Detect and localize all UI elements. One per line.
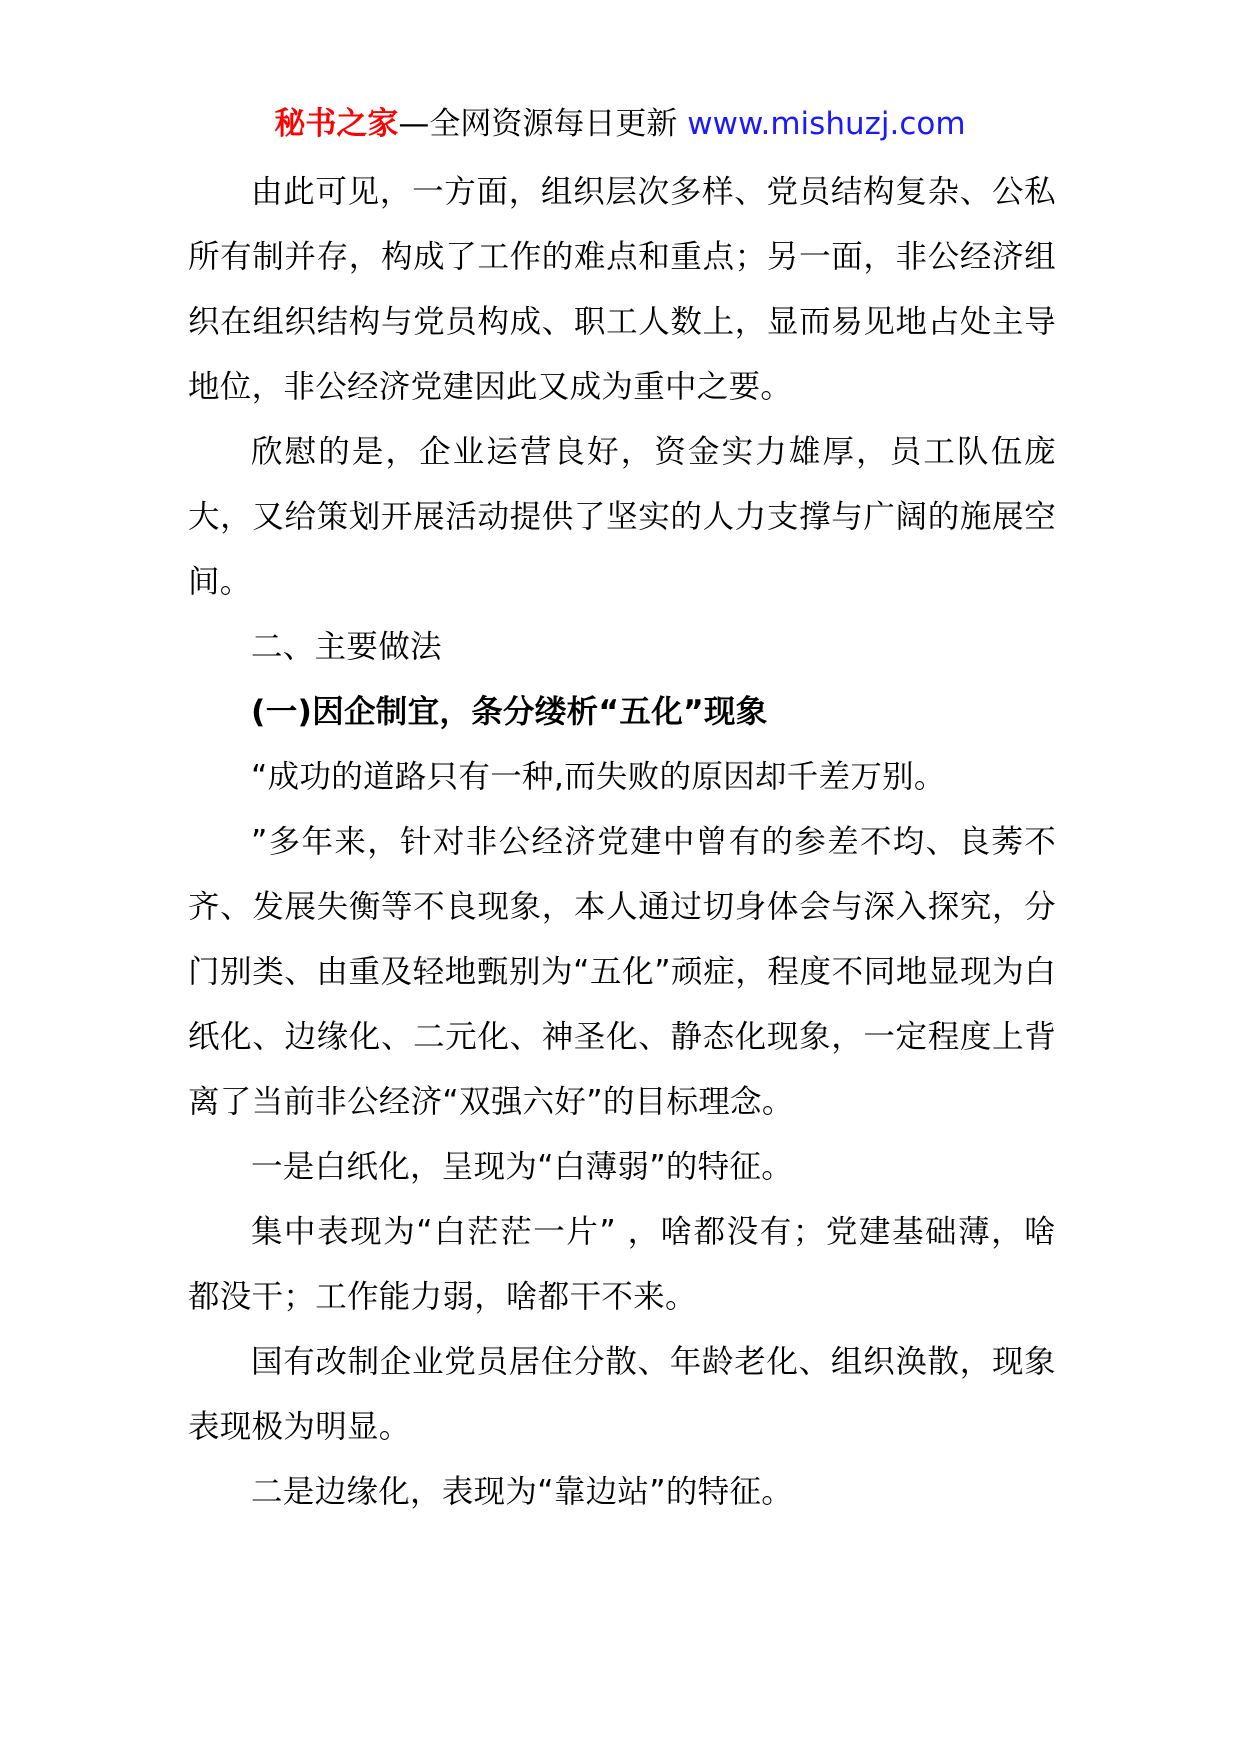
page-header — [0, 104, 1240, 144]
document-body — [188, 160, 1056, 1525]
paragraph-advantage: 欣慰的是，企业运营良好，资金实力雄厚，员工队伍庞大，又给策划开展活动提供了坚实的人力支撑与广阔的施展空间。 — [188, 434, 1056, 600]
paragraph-point-one-detail: 集中表现为“白茫茫一片” ，啥都没有；党建基础薄，啥都没干；工作能力弱，啥都干不来。 — [188, 1214, 1056, 1315]
paragraph-quote: “成功的道路只有一种,而失败的原因却千差万别。 — [251, 759, 946, 795]
subsection-heading-five-phenomena: (一)因企制宜，条分缕析“五化”现象 — [251, 694, 768, 730]
paragraph-point-one: 一是白纸化，呈现为“白薄弱”的特征。 — [251, 1149, 794, 1185]
paragraph-analysis: ”多年来，针对非公经济党建中曾有的参差不均、良莠不齐、发展失衡等不良现象，本人通过切身体会与深入探究，分门别类、由重及轻地甄别为“五化”顽症，程度不同地显现为白纸化、边缘化、二元化、神圣化、静态化现象，一定程度上背离了当前非公经济“双强六好”的目标理念。 — [188, 824, 1056, 1120]
paragraph-point-two: 二是边缘化，表现为“靠边站”的特征。 — [251, 1474, 794, 1510]
header-brand: 秘书之家 — [274, 106, 399, 142]
section-heading-main-methods: 二、主要做法 — [251, 629, 442, 665]
header-url-link[interactable]: www.mishuzj.com — [687, 106, 966, 142]
paragraph-point-one-example: 国有改制企业党员居住分散、年龄老化、组织涣散，现象表现极为明显。 — [188, 1344, 1056, 1445]
paragraph-summary: 由此可见，一方面，组织层次多样、党员结构复杂、公私所有制并存，构成了工作的难点和重点；另一面，非公经济组织在组织结构与党员构成、职工人数上，显而易见地占处主导地位，非公经济党建因此又成为重中之要。 — [188, 174, 1056, 405]
header-slogan: —全网资源每日更新 — [398, 106, 688, 142]
